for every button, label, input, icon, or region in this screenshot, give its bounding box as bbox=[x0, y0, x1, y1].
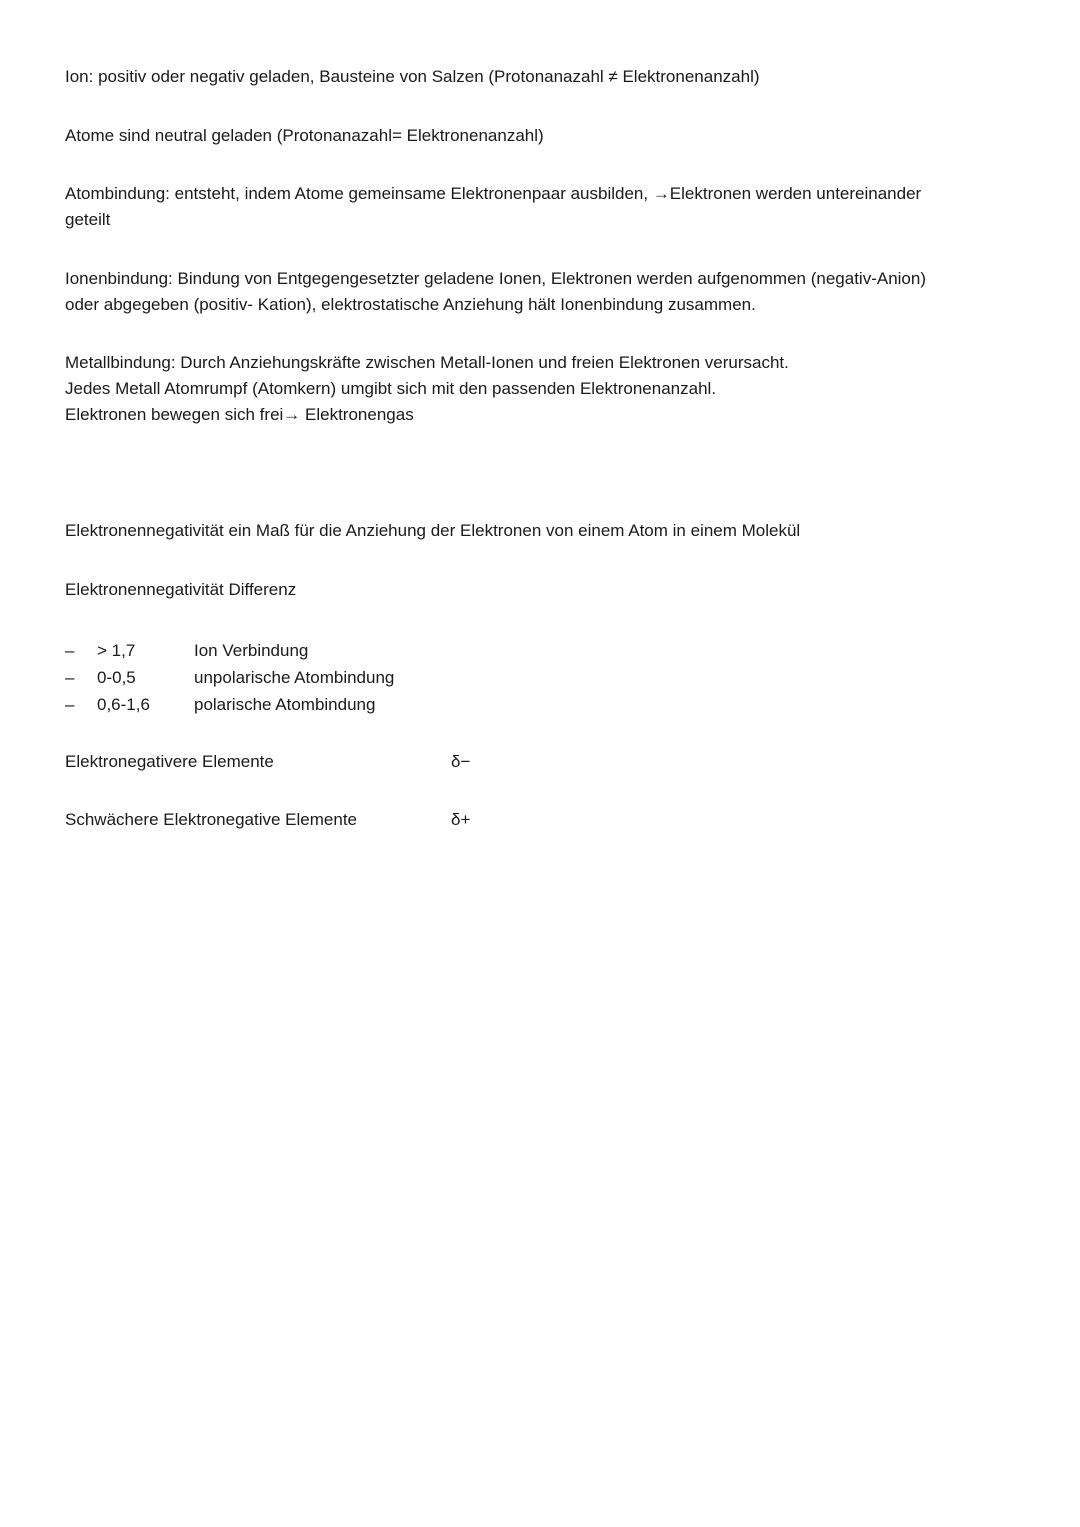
schwaechere-label: Schwächere Elektronegative Elemente bbox=[65, 810, 357, 829]
list-dash: – bbox=[65, 694, 75, 714]
ionenbindung-line-1: Ionenbindung: Bindung von Entgegengesetzter geladene Ionen, Elektronen werden aufgenommen (negativ-Anion) bbox=[65, 269, 927, 288]
elektronegativitaet-definition bbox=[65, 518, 1015, 544]
elektronegativere-row bbox=[65, 749, 470, 775]
list-range: 0-0,5 bbox=[97, 667, 136, 687]
ionenbindung-line-2: oder abgegeben (positiv- Kation), elektrostatische Anziehung hält Ionenbindung zusammen. bbox=[65, 295, 756, 314]
ion-text: Ion: positiv oder negativ geladen, Bausteine von Salzen (Protonanazahl ≠ Elektronenanzahl) bbox=[65, 67, 760, 86]
list-label: polarische Atombindung bbox=[194, 694, 376, 714]
list-label: unpolarische Atombindung bbox=[194, 667, 395, 687]
ion-paragraph bbox=[65, 64, 1015, 90]
list-dash: – bbox=[65, 667, 75, 687]
list-item bbox=[65, 664, 394, 691]
elektronegativitaet-differenz-heading bbox=[65, 577, 1015, 603]
atombindung-paragraph bbox=[65, 181, 1015, 233]
list-dash: – bbox=[65, 640, 75, 660]
elektronegativere-label: Elektronegativere Elemente bbox=[65, 752, 274, 771]
ionenbindung-paragraph bbox=[65, 266, 1015, 318]
list-range: > 1,7 bbox=[97, 640, 136, 660]
atome-paragraph bbox=[65, 123, 1015, 149]
delta-plus-symbol: δ+ bbox=[451, 810, 471, 829]
metallbindung-paragraph bbox=[65, 350, 1015, 428]
metallbindung-line-3: Elektronen bewegen sich frei→ Elektronengas bbox=[65, 405, 414, 424]
en-differenz-text: Elektronennegativität Differenz bbox=[65, 580, 297, 599]
atombindung-line-2: geteilt bbox=[65, 210, 111, 229]
list-range: 0,6-1,6 bbox=[97, 694, 150, 714]
schwaechere-row bbox=[65, 807, 470, 833]
list-item bbox=[65, 691, 394, 718]
differenz-list bbox=[65, 637, 394, 718]
atome-text: Atome sind neutral geladen (Protonanazahl= Elektronenanzahl) bbox=[65, 126, 544, 145]
list-item bbox=[65, 637, 394, 664]
metallbindung-line-1: Metallbindung: Durch Anziehungskräfte zwischen Metall-Ionen und freien Elektronen verursacht. bbox=[65, 353, 789, 372]
en-definition-text: Elektronennegativität ein Maß für die Anziehung der Elektronen von einem Atom in einem Molekül bbox=[65, 521, 801, 540]
list-label: Ion Verbindung bbox=[194, 640, 309, 660]
atombindung-line-1: Atombindung: entsteht, indem Atome gemeinsame Elektronenpaar ausbilden, →Elektronen werden untereinander bbox=[65, 184, 922, 203]
metallbindung-line-2: Jedes Metall Atomrumpf (Atomkern) umgibt sich mit den passenden Elektronenanzahl. bbox=[65, 379, 717, 398]
delta-minus-symbol: δ− bbox=[451, 752, 471, 771]
